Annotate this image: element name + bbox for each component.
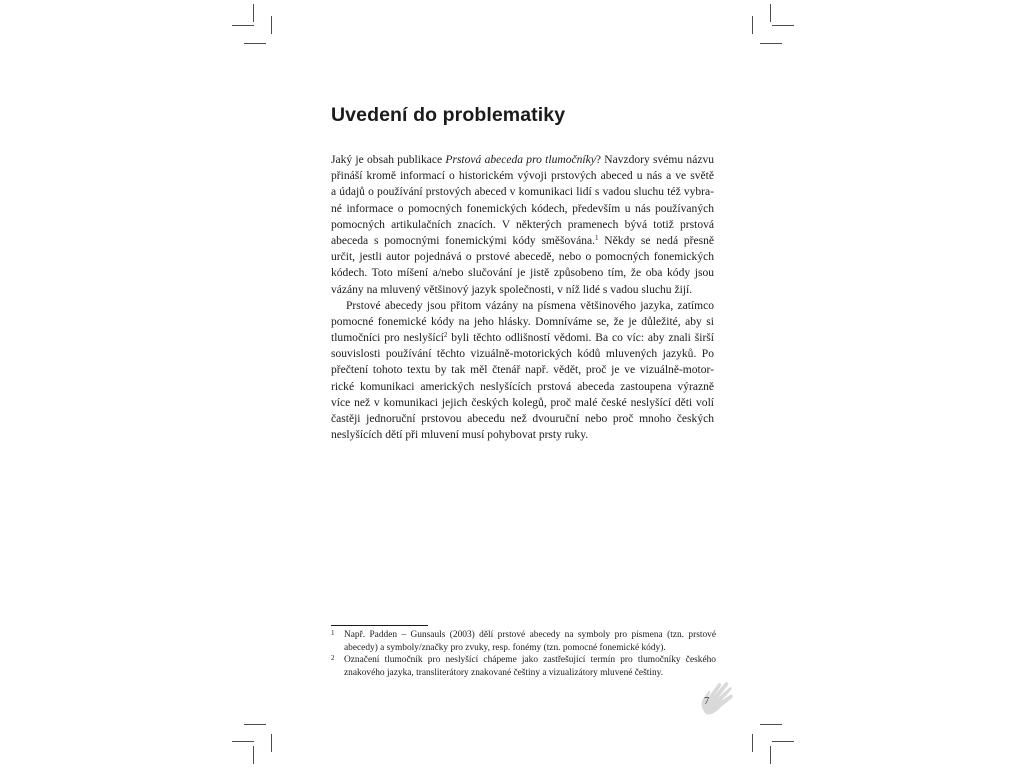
- text-line: souvislosti používání těchto vizuálně-motorických kódů mluvených jazyků. Po: [331, 348, 714, 361]
- footnote: [331, 629, 716, 654]
- text-line: častěji jednoruční prstovou abecedu než dvouruční nebo proč mnoho českých: [331, 413, 714, 425]
- footnote-separator: [331, 625, 428, 626]
- footnote-mark: 1: [331, 629, 335, 637]
- crop-mark: [770, 746, 771, 764]
- crop-mark: [253, 4, 254, 22]
- crop-mark: [770, 4, 771, 22]
- text-line: pomocných artikulačních znacích. V některých pramenech bývá totiž prstová: [331, 218, 714, 231]
- text-line: více než v komunikaci jejich českých kolegů, proč malé české neslyšící děti volí: [331, 396, 714, 409]
- text-line: pomocné fonemické kódy na jeho hlásky. Domníváme se, že je důležité, aby si: [331, 315, 714, 328]
- text-line: vázány na mluvený většinový jazyk společnosti, v níž lidé s vadou sluchu žijí.: [331, 283, 693, 296]
- text-line: rické komunikaci amerických neslyšících prstová abeceda zastoupena výrazně: [331, 380, 714, 393]
- crop-mark: [271, 734, 272, 752]
- crop-mark: [244, 43, 266, 44]
- footnotes: [331, 629, 716, 679]
- footnote: [331, 654, 716, 679]
- footnote-line: znakového jazyka, transliterátory znakované češtiny a vizualizátory mluvené češtiny.: [344, 667, 664, 678]
- crop-mark: [752, 734, 753, 752]
- text-line: neslyšících dětí při mluvení musí pohybovat prsty ruky.: [331, 429, 589, 442]
- text-line: přečtení tohoto textu by tak měl čtenář např. vědět, proč je ve vizuálně-motor-: [331, 364, 714, 377]
- text-line: tlumočníci pro neslyšící$^2$ byli těchto odlišností vědomi. Ba co víc: aby znali širší: [331, 331, 714, 345]
- footnote-ref: 2: [443, 331, 448, 340]
- crop-mark: [271, 16, 272, 34]
- footnote-mark: 2: [331, 654, 335, 663]
- hand-icon: [694, 674, 738, 718]
- text-line: Prstové abecedy jsou přitom vázány na písmena většinového jazyka, zatímco: [346, 299, 714, 312]
- crop-mark: [244, 724, 266, 725]
- text-line: abeceda s pomocnými fonemickými kódy směšována.$^1$ Někdy se nedá přesně: [331, 233, 714, 247]
- text-line: přináší kromě informací o historickém vývoji prstových abeced u nás a ve světě: [331, 170, 714, 183]
- text-line: Jaký je obsah publikace Prstová abeceda pro tlumočníky? Navzdory svému názvu: [331, 154, 714, 166]
- crop-mark: [772, 741, 794, 742]
- text-line: né informace o pomocných fonemických kódech, především u nás používaných: [331, 202, 714, 215]
- text-line: určit, jestli autor pojednává o prstové abecedě, nebo o pomocných fonemických: [331, 251, 714, 264]
- publication-title: Prstová abeceda pro tlumočníky: [445, 154, 596, 166]
- footnote-line: Označení tlumočník pro neslyšící chápeme jako zastřešující termín pro tlumočníky českého: [344, 655, 716, 666]
- crop-mark: [253, 746, 254, 764]
- footnote-line: Např. Padden – Gunsauls (2003) dělí prstové abecedy na symboly pro písmena (tzn. prstové: [344, 630, 716, 640]
- crop-mark: [752, 16, 753, 34]
- text-line: a údajů o používání prstových abeced v komunikaci lidí s vadou sluchu též vybra-: [331, 186, 714, 199]
- footnote-ref: 1: [595, 233, 599, 242]
- page-number: 7: [704, 696, 710, 707]
- crop-mark: [232, 25, 254, 26]
- body-text: [331, 152, 714, 443]
- crop-mark: [760, 43, 782, 44]
- crop-mark: [232, 741, 254, 742]
- crop-mark: [760, 724, 782, 725]
- text-line: kódech. Toto míšení a/nebo slučování je jistě způsobeno tím, že oba kódy jsou: [331, 267, 714, 280]
- section-heading: Uvedení do problematiky: [331, 104, 566, 126]
- crop-mark: [772, 25, 794, 26]
- footnote-line: abecedy) a symboly/značky pro zvuky, resp. fonémy (tzn. pomocné fonemické kódy).: [344, 642, 666, 653]
